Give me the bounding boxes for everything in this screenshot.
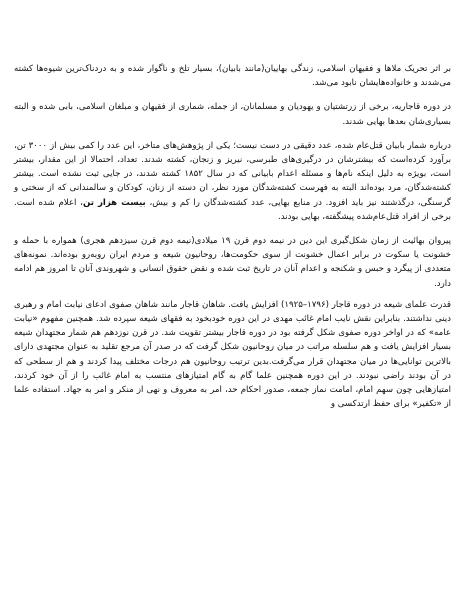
paragraph-babi-casualties-after: ، اعلام شده است. برخی از افراد قتل‌عام‌شده پیشگفته، بهایی بودند. (14, 197, 451, 222)
emphasized-casualty-figure: بیست هزار تن (82, 197, 146, 208)
document-page (14, 62, 451, 411)
paragraph-bahai-persecution-history: پیروان بهائیت از زمان شکل‌گیری این دین در نیمه دوم قرن ۱۹ میلادی(نیمه دوم قرن سیزدهم هجری) همواره با حمله و خشونت یا سکوت در برابر اعمال خشونت از سوی حکومت‌ها، روحانیون شیعه و مردم ایران روبه‌رو بوده‌اند. نمونه‌های متعددی از پیگرد و حبس و شکنجه و اعدام آنان در تاریخ ثبت شده و نقض حقوق انسانی و شهروندی آنان تا امروز هم ادامه دارد. (14, 236, 451, 289)
paragraph-babi-casualties (14, 139, 451, 224)
paragraph-qajar-clergy-power: قدرت علمای شیعه در دوره قاجار (۱۷۹۶–۱۹۲۵) افزایش یافت. شاهان قاجار مانند شاهان صفوی ادعای نیابت امام و رهبری دینی نداشتند. بنابراین نقش نایب امام غائب مهدی در این دوره خودبخود به فقهای شیعه سپرده شد. همچنین مفهوم «نیابت عامه» که در اواخر دوره صفوی شکل گرفته بود در دوره قاجار بیشتر تقویت شد. در قرن نوزدهم هم شمار مجتهدان شیعه بسیار افزایش یافت و هم سلسله مراتب در میان روحانیون شکل گرفت که در صدر آن مرجع تقلید به عنوان مجتهدی دارای بالاترین توانایی‌ها در میان مجتهدان قرار می‌گرفت.بدین ترتیب روحانیون هم درجات مختلف پیدا کردند و هم از سطحی که در آن بودند راضی نبودند. در این دوره همچنین علما گام به گام امتیازهای منتسب به امام غائب را از آن خود کردند، امتیازهایی چون سهم امام، امامت نماز جمعه، صدور احکام حد، امر به معروف و نهی از منکر و امر به جهاد. استفاده علما از «تکفیر» برای حفظ ارتدکسی و (14, 299, 451, 410)
paragraph-persecution-summary: بر اثر تحریک ملاها و فقیهان اسلامی، زندگی بهاییان(مانند بابیان)، بسیار تلخ و ناگوار شده و به دردناک‌ترین شیوه‌ها کشته می‌شدند و خانواده‌هایشان نابود می‌شد. (14, 64, 451, 89)
paragraph-qajar-converts: در دوره قاجاریه، برخی از زرتشتیان و یهودیان و مسلمانان، از جمله، شماری از فقیهان و مبلغان اسلامی، بابی شده و البته بسیاری‌شان بعدها بهایی شدند. (14, 102, 451, 127)
paragraph-babi-casualties-before: درباره شمار بابیان قتل‌عام شده، عدد دقیقی در دست نیست؛ یکی از پژوهش‌های متاخر، این عدد را کمی بیش از ۳۰۰۰ تن، برآورد کرده‌است که بیشترشان در درگیری‌های طبرسی، نیریز و زنجان، کشته شدند. تعداد، احتمالا از این مقدار، بیشتر است، بویژه به دلیل اینکه نام‌ها و مسئله اعدام بابیانی که در سال ۱۸۵۲ کشته شدند، در جایی ثبت نشده است. بیشتر کشته‌شدگان، مرد بوده‌اند البته به فهرست کشته‌شدگان مورد نظر، ان دسته از زنان، کودکان و سالمندانی که از سختی و گرسنگی، درگذشتند نیز باید افزود. در منابع بهایی، عدد کشته‌شدگان را کم و بیش، (14, 140, 452, 208)
